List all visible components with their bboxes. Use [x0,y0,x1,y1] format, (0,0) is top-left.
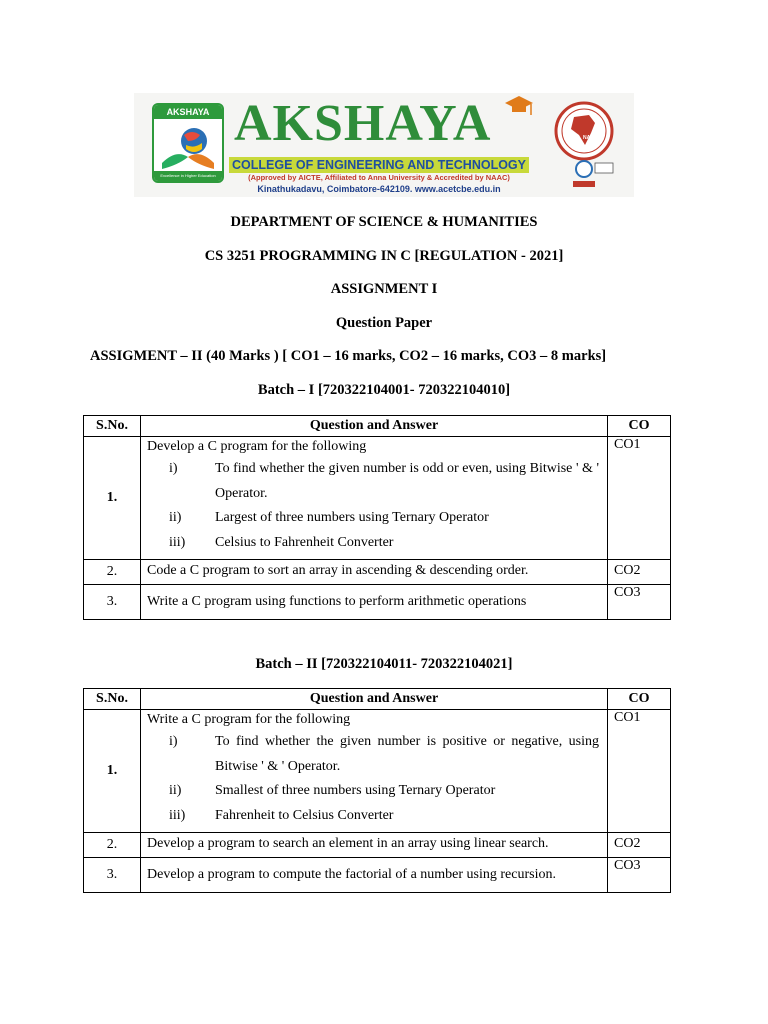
course-outcome: CO2 [608,560,671,585]
assignment-title: ASSIGNMENT I [330,281,438,297]
question-text: Code a C program to sort an array in ascending & descending order. [141,560,608,585]
naac-label: NAAC [583,135,598,141]
sub-question-number: i) [169,734,178,749]
sub-question-text: Smallest of three numbers using Ternary Operator [215,783,496,798]
emblem-title: AKSHAYA [154,105,222,119]
sub-question-number: i) [169,461,178,476]
table-row [84,437,671,560]
table-header-row [84,689,671,710]
college-emblem-logo [152,103,224,183]
sub-question [169,730,599,779]
table-row [84,858,671,893]
approval-line: (Approved by AICTE, Affiliated to Anna University & Accredited by NAAC) [248,173,510,182]
sub-question-text: Largest of three numbers using Ternary Operator [215,510,489,525]
question-number: 3. [84,585,141,620]
emblem-tagline: Excellence in Higher Education [154,171,222,181]
sub-question [169,779,599,804]
sub-question-text: Celsius to Fahrenheit Converter [215,534,394,550]
department-title: DEPARTMENT OF SCIENCE & HUMANITIES [230,214,538,230]
question-cell [141,437,608,560]
globe-hands-icon [154,119,222,175]
question-number: 1. [84,710,141,833]
question-number: 2. [84,833,141,858]
sub-question-text: Fahrenheit to Celsius Converter [215,807,394,823]
course-title: CS 3251 PROGRAMMING IN C [REGULATION - 2021] [204,248,564,264]
question-intro: Write a C program for the following [147,712,351,727]
course-outcome: CO2 [608,833,671,858]
column-header-question: Question and Answer [141,689,608,710]
course-outcome: CO3 [608,858,671,893]
course-outcome: CO1 [608,710,671,833]
college-name: COLLEGE OF ENGINEERING AND TECHNOLOGY [229,157,529,173]
question-cell [141,710,608,833]
sub-question-number: ii) [169,510,182,525]
sub-question [169,804,599,829]
course-outcome: CO1 [608,437,671,560]
sub-question [169,531,599,556]
naac-map-seal-icon [549,99,619,189]
sub-question-number: iii) [169,807,186,823]
question-text: Write a C program using functions to perform arithmetic operations [141,585,608,620]
table-row [84,833,671,858]
batch-2-question-table [83,688,671,893]
sub-question [169,457,599,506]
sub-question-number: ii) [169,783,182,798]
question-text: Develop a program to compute the factorial of a number using recursion. [141,858,608,893]
address-line: Kinathukadavu, Coimbatore-642109. www.acetcbe.edu.in [257,184,501,194]
question-number: 1. [84,437,141,560]
batch-1-title: Batch – I [720322104001- 720322104010] [257,382,511,398]
brand-name: AKSHAYA [234,95,492,152]
marks-distribution: ASSIGMENT – II (40 Marks ) [ CO1 – 16 marks, CO2 – 16 marks, CO3 – 8 marks] [90,348,607,364]
sub-question [169,506,599,531]
batch-1-question-table [83,415,671,620]
column-header-co: CO [608,689,671,710]
question-paper-title: Question Paper [335,315,433,331]
sub-question-number: iii) [169,534,186,550]
graduation-cap-icon [502,93,536,119]
sub-question-text: To find whether the given number is odd or even, using Bitwise ' & ' Operator. [215,461,599,501]
question-number: 3. [84,858,141,893]
course-outcome: CO3 [608,585,671,620]
sub-question-text: To find whether the given number is positive or negative, using Bitwise ' & ' Operator. [215,734,599,774]
column-header-sno: S.No. [84,416,141,437]
college-banner [134,93,634,197]
question-intro: Develop a C program for the following [147,439,367,454]
column-header-question: Question and Answer [141,416,608,437]
batch-2-title: Batch – II [720322104011- 720322104021] [255,656,513,672]
table-header-row [84,416,671,437]
table-row [84,560,671,585]
column-header-sno: S.No. [84,689,141,710]
table-row [84,585,671,620]
table-row [84,710,671,833]
question-number: 2. [84,560,141,585]
column-header-co: CO [608,416,671,437]
naac-seal-logo [549,99,619,189]
question-text: Develop a program to search an element in an array using linear search. [141,833,608,858]
